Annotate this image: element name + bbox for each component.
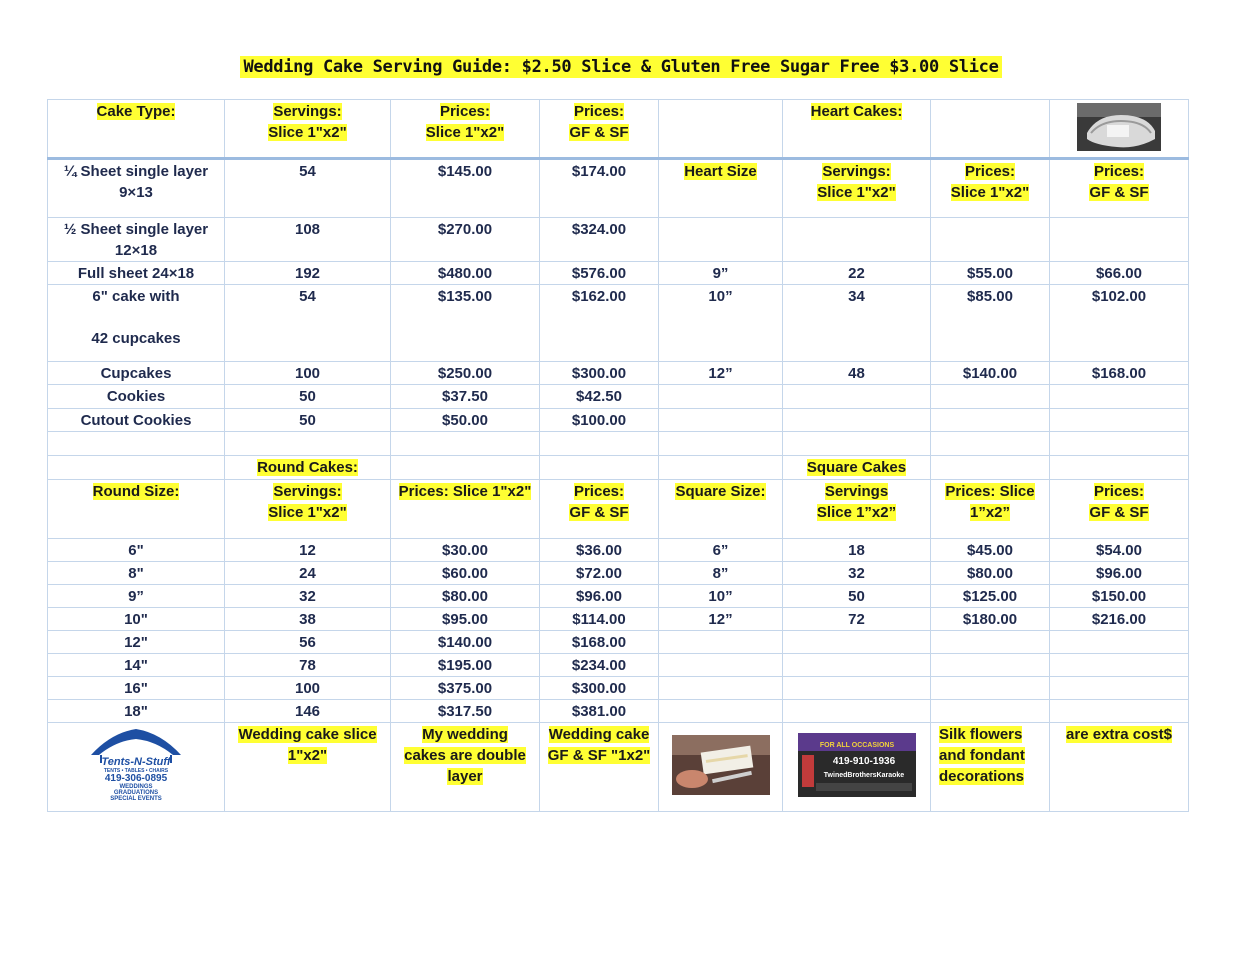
karaoke-banner-image <box>798 733 916 797</box>
table-row: Cookies 50 $37.50 $42.50 <box>48 385 1189 409</box>
table-row: 10" 38 $95.00 $114.00 12” 72 $180.00 $216.00 <box>48 608 1189 631</box>
header-row: Cake Type: Servings: Slice 1"x2" Prices: Slice 1"x2" Prices: GF & SF Heart Cakes: <box>48 100 1189 159</box>
tent-logo-icon <box>81 725 191 805</box>
servings-header: Servings: <box>273 103 342 120</box>
cake-cutting-image <box>672 735 770 795</box>
table-row: ½ Sheet single layer 12×18 108 $270.00 $324.00 <box>48 218 1189 262</box>
spacer-row <box>48 432 1189 456</box>
note-double-layer: My wedding <box>422 726 508 743</box>
svg-text:TENTS • TABLES • CHAIRS: TENTS • TABLES • CHAIRS <box>103 768 169 774</box>
svg-text:Tents-N-Stuff: Tents-N-Stuff <box>101 756 171 768</box>
prices-slice-header: Prices: <box>439 103 491 120</box>
heart-cake-image <box>1077 103 1161 151</box>
table-row: 12" 56 $140.00 $168.00 <box>48 631 1189 654</box>
svg-text:TwinedBrothersKaraoke: TwinedBrothersKaraoke <box>823 772 904 779</box>
cake-slice-photo <box>659 723 783 812</box>
note-gf-sf: Wedding cake <box>548 726 650 743</box>
karaoke-banner <box>783 723 931 812</box>
note-extra-cost: are extra cost$ <box>1066 726 1172 743</box>
serving-guide-table <box>47 99 1189 812</box>
table-row: 9” 32 $80.00 $96.00 10” 50 $125.00 $150.00 <box>48 585 1189 608</box>
svg-text:WEDDINGS: WEDDINGS <box>119 784 153 790</box>
table-row: Cutout Cookies 50 $50.00 $100.00 <box>48 409 1189 432</box>
note-slice-size: Wedding cake slice <box>238 726 377 743</box>
table-row: 6" cake with 42 cupcakes 54 $135.00 $162.00 10” 34 $85.00 $102.00 <box>48 285 1189 362</box>
square-size-header: Square Size: <box>675 483 766 500</box>
svg-text:419-306-0895: 419-306-0895 <box>104 773 168 784</box>
tents-n-stuff-logo <box>48 723 225 812</box>
round-square-header-row: Round Size: Servings: Slice 1"x2" Prices: Slice 1"x2" Prices: GF & SF Square Size: Servings Slice 1”x2” Prices: Slice 1”x2” Prices: GF & SF <box>48 480 1189 539</box>
table-row: 14" 78 $195.00 $234.00 <box>48 654 1189 677</box>
note-silk-flowers: Silk flowers <box>939 726 1023 743</box>
title-wrap <box>0 57 1242 77</box>
prices-gf-header: Prices: <box>573 103 625 120</box>
heart-size-header: Heart Size <box>684 163 757 180</box>
round-cakes-label: Round Cakes: <box>257 459 358 476</box>
table-row: ¼ Sheet single layer 9×13 54 $145.00 $174.00 Heart Size Servings: Slice 1"x2" Prices: Slice 1"x2" Prices: GF & SF <box>48 159 1189 218</box>
cake-type-header: Cake Type: <box>96 103 176 120</box>
round-size-header: Round Size: <box>92 483 180 500</box>
table-row: Cupcakes 100 $250.00 $300.00 12” 48 $140.00 $168.00 <box>48 362 1189 385</box>
square-cakes-label: Square Cakes <box>806 459 907 476</box>
svg-text:FOR ALL OCCASIONS: FOR ALL OCCASIONS <box>819 742 894 749</box>
svg-text:419-910-1936: 419-910-1936 <box>832 756 895 767</box>
table-row: 16" 100 $375.00 $300.00 <box>48 677 1189 700</box>
page-title: Wedding Cake Serving Guide: $2.50 Slice & Gluten Free Sugar Free $3.00 Slice <box>240 56 1001 78</box>
table-row: 6" 12 $30.00 $36.00 6” 18 $45.00 $54.00 <box>48 539 1189 562</box>
table-row: 8" 24 $60.00 $72.00 8” 32 $80.00 $96.00 <box>48 562 1189 585</box>
svg-text:SPECIAL EVENTS: SPECIAL EVENTS <box>110 796 162 802</box>
heart-cakes-label: Heart Cakes: <box>810 103 903 120</box>
section-label-row <box>48 456 1189 480</box>
footer-row: Tents-N-Stuff TENTS • TABLES • CHAIRS 419-306-0895 WEDDINGS GRADUATIONS SPECIAL EVENTS Wedding cake slice 1"x2" My wedding cakes are double layer Wedding cake GF & SF "1x2" FOR ALL OCCASIONS 419-910-1936 TwinedBrothersKaraoke Silk flowers and fondant decorations are extra cost$ <box>48 723 1189 812</box>
table-row: 18" 146 $317.50 $381.00 <box>48 700 1189 723</box>
svg-text:GRADUATIONS: GRADUATIONS <box>113 790 159 796</box>
table-row: Full sheet 24×18 192 $480.00 $576.00 9” 22 $55.00 $66.00 <box>48 262 1189 285</box>
heart-cake-photo <box>1050 100 1189 159</box>
